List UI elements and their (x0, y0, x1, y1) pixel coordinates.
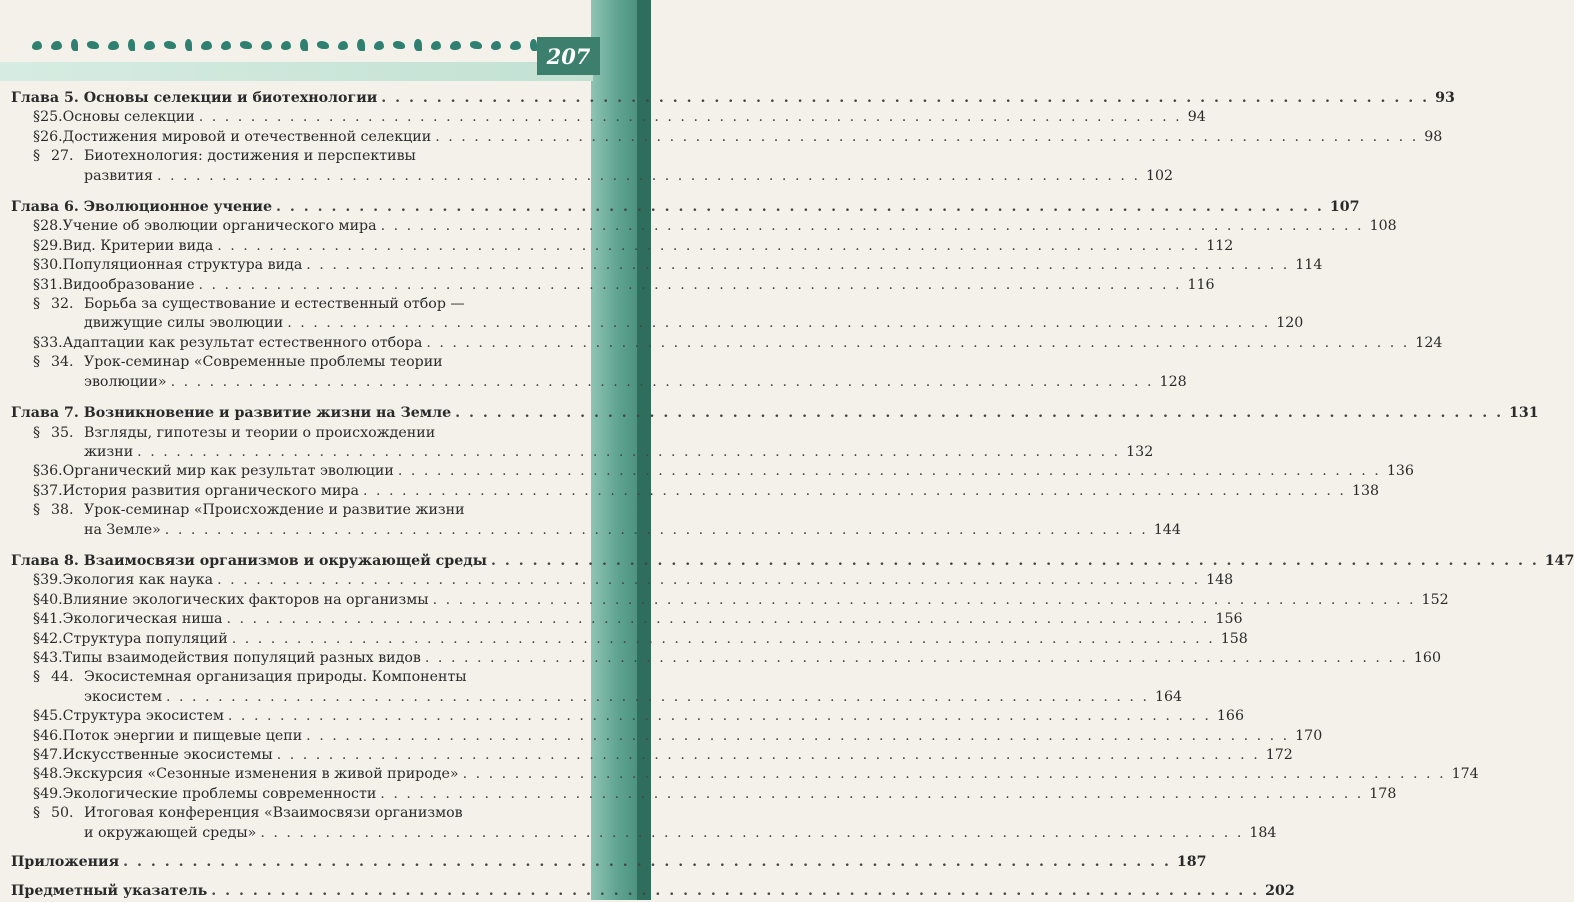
section-entry[interactable] (11, 237, 1234, 256)
entry-page: 172 (1265, 747, 1293, 763)
section-symbol: § (33, 257, 41, 274)
section-number: 34. (51, 354, 74, 371)
dot-leader: . . . . . . . . . . . . . . . . . . . . . . . . . . . . . . . . . . . . . . . . . . . . . . . . . . . . . . . . . . . . . . . . . . . . . . . . . . . . (362, 482, 1346, 499)
index-entry[interactable] (11, 882, 1295, 901)
section-number: 49. (40, 785, 63, 802)
section-entry[interactable] (11, 108, 1206, 127)
entry-page: 102 (1145, 167, 1174, 184)
section-symbol: § (33, 785, 41, 802)
section-number: 48. (40, 766, 63, 783)
section-entry-continued[interactable] (11, 521, 1181, 540)
entry-page: 156 (1215, 611, 1243, 628)
entry-title: Экологические проблемы современности (62, 785, 377, 802)
entry-title: и окружающей среды» (84, 824, 257, 841)
section-symbol: § (33, 591, 41, 608)
section-symbol: § (33, 708, 41, 725)
spacer (11, 540, 581, 552)
entry-page: 152 (1421, 591, 1449, 608)
section-number: 27. (51, 148, 74, 165)
entry-page: 178 (1369, 785, 1397, 802)
section-symbol: § (33, 502, 41, 519)
entry-page: 120 (1276, 315, 1304, 332)
section-number: 25. (40, 109, 63, 126)
section-number: 42. (40, 630, 63, 647)
entry-title: Биотехнология: достижения и перспективы (84, 148, 416, 165)
entry-title: Органический мир как результат эволюции (62, 463, 394, 480)
section-entry[interactable] (11, 295, 581, 314)
dot-leader: . . . . . . . . . . . . . . . . . . . . . . . . . . . . . . . . . . . . . . . . . . . . . . . . . . . . . . . . . . . . . . . . . . . . . . . . . . . . (198, 109, 1182, 126)
entry-page: 132 (1126, 443, 1154, 460)
section-entry[interactable] (11, 785, 1397, 804)
entry-page: 148 (1206, 572, 1234, 589)
entry-page: 114 (1295, 257, 1323, 274)
chapter-title: Глава 5. Основы селекции и биотехнологии (11, 90, 378, 106)
dot-leader: . . . . . . . . . . . . . . . . . . . . . . . . . . . . . . . . . . . . . . . . . . . . . . . . . . . . . . . . . . . . . . . . . . . . . . . . . . . . (137, 443, 1121, 460)
section-entry[interactable] (11, 217, 1397, 236)
entry-title: Искусственные экосистемы (62, 747, 273, 763)
section-entry-continued[interactable] (11, 824, 1277, 843)
entry-title: экосистем (84, 688, 162, 705)
section-entry[interactable] (11, 276, 1215, 295)
index-title: Предметный указатель (11, 883, 208, 900)
section-entry[interactable] (11, 610, 1243, 629)
entry-title: Популяционная структура вида (62, 257, 303, 274)
entry-title: Урок-семинар «Происхождение и развитие жизни (84, 502, 465, 519)
section-entry[interactable] (11, 482, 1380, 501)
section-symbol: § (33, 334, 41, 351)
entry-title: Структура экосистем (62, 708, 224, 725)
chapter-title: Глава 6. Эволюционное учение (11, 199, 272, 216)
section-symbol: § (33, 727, 41, 744)
spacer (11, 186, 581, 198)
section-entry[interactable] (11, 649, 1441, 668)
section-entry[interactable] (11, 746, 1293, 765)
dot-leader: . . . . . . . . . . . . . . . . . . . . . . . . . . . . . . . . . . . . . . . . . . . . . . . . . . . . . . . . . . . . . . . . . . . . . . . . . . . . (381, 90, 1430, 106)
section-number: 37. (40, 482, 63, 499)
animal-frieze-icon (32, 36, 537, 54)
entry-title: Влияние экологических факторов на организмы (62, 591, 429, 608)
section-entry-continued[interactable] (11, 314, 1304, 333)
section-number: 28. (40, 218, 63, 235)
section-entry[interactable] (11, 707, 1244, 726)
entry-page: 93 (1435, 90, 1455, 106)
dot-leader: . . . . . . . . . . . . . . . . . . . . . . . . . . . . . . . . . . . . . . . . . . . . . . . . . . . . . . . . . . . . . . . . . . . . . . . . . . . . (156, 167, 1140, 184)
dot-leader: . . . . . . . . . . . . . . . . . . . . . . . . . . . . . . . . . . . . . . . . . . . . . . . . . . . . . . . . . . . . . . . . . . . . . . . . . . . . (260, 824, 1244, 841)
dot-leader: . . . . . . . . . . . . . . . . . . . . . . . . . . . . . . . . . . . . . . . . . . . . . . . . . . . . . . . . . . . . . . . . . . . . . . . . . . . . (226, 611, 1210, 628)
chapter-entry[interactable] (11, 89, 1455, 108)
dot-leader: . . . . . . . . . . . . . . . . . . . . . . . . . . . . . . . . . . . . . . . . . . . . . . . . . . . . . . . . . . . . . . . . . . . . . . . . . . . . (380, 785, 1364, 802)
entry-page: 124 (1415, 334, 1443, 351)
entry-page: 107 (1329, 199, 1360, 216)
section-symbol: § (33, 296, 41, 313)
section-symbol: § (33, 463, 41, 480)
section-number: 47. (40, 747, 63, 763)
section-entry[interactable] (11, 147, 581, 166)
entry-title: Типы взаимодействия популяций разных видов (62, 649, 421, 666)
section-entry[interactable] (11, 462, 1414, 481)
section-entry[interactable] (11, 765, 1479, 784)
entry-page: 116 (1187, 276, 1215, 293)
spacer (11, 872, 581, 882)
section-number: 38. (51, 502, 74, 519)
entry-page: 202 (1265, 883, 1295, 900)
chapter-title: Глава 8. Взаимосвязи организмов и окружающей среды (11, 552, 487, 569)
section-symbol: § (33, 424, 41, 441)
section-entry[interactable] (11, 424, 581, 443)
section-entry[interactable] (11, 804, 581, 823)
entry-title: Структура популяций (62, 630, 228, 647)
section-entry-continued[interactable] (11, 443, 1154, 462)
dot-leader: . . . . . . . . . . . . . . . . . . . . . . . . . . . . . . . . . . . . . . . . . . . . . . . . . . . . . . . . . . . . . . . . . . . . . . . . . . . . (231, 630, 1215, 647)
section-symbol: § (33, 148, 41, 165)
section-number: 40. (40, 591, 63, 608)
dot-leader: . . . . . . . . . . . . . . . . . . . . . . . . . . . . . . . . . . . . . . . . . . . . . . . . . . . . . . . . . . . . . . . . . . . . . . . . . . . . (397, 463, 1381, 480)
section-symbol: § (33, 128, 41, 145)
entry-page: 128 (1159, 373, 1187, 390)
section-symbol: § (33, 572, 41, 589)
entry-title: Урок-семинар «Современные проблемы теории (84, 354, 443, 371)
section-symbol: § (33, 482, 41, 499)
entry-title: История развития органического мира (62, 482, 359, 499)
entry-title: развития (84, 167, 153, 184)
section-number: 45. (40, 708, 63, 725)
section-number: 35. (51, 424, 74, 441)
dot-leader: . . . . . . . . . . . . . . . . . . . . . . . . . . . . . . . . . . . . . . . . . . . . . . . . . . . . . . . . . . . . . . . . . . . . . . . . . . . . (211, 883, 1260, 900)
entry-page: 94 (1187, 109, 1206, 126)
dot-leader: . . . . . . . . . . . . . . . . . . . . . . . . . . . . . . . . . . . . . . . . . . . . . . . . . . . . . . . . . . . . . . . . . . . . . . . . . . . . (432, 591, 1416, 608)
section-symbol: § (33, 649, 41, 666)
section-symbol: § (33, 276, 41, 293)
dot-leader: . . . . . . . . . . . . . . . . . . . . . . . . . . . . . . . . . . . . . . . . . . . . . . . . . . . . . . . . . . . . . . . . . . . . . . . . . . . . (435, 128, 1419, 145)
section-entry[interactable] (11, 501, 581, 520)
section-entry-continued[interactable] (11, 688, 1183, 707)
header-strip (0, 62, 593, 81)
dot-leader: . . . . . . . . . . . . . . . . . . . . . . . . . . . . . . . . . . . . . . . . . . . . . . . . . . . . . . . . . . . . . . . . . . . . . . . . . . . . (462, 766, 1446, 783)
table-of-contents (11, 89, 1574, 902)
appendix-entry[interactable] (11, 853, 1207, 872)
dot-leader: . . . . . . . . . . . . . . . . . . . . . . . . . . . . . . . . . . . . . . . . . . . . . . . . . . . . . . . . . . . . . . . . . . . . . . . . . . . . (170, 373, 1154, 390)
entry-title: Экология как наука (62, 572, 214, 589)
dot-leader: . . . . . . . . . . . . . . . . . . . . . . . . . . . . . . . . . . . . . . . . . . . . . . . . . . . . . . . . . . . . . . . . . . . . . . . . . . . . (455, 405, 1504, 422)
entry-title: Поток энергии и пищевые цепи (62, 727, 303, 744)
dot-leader: . . . . . . . . . . . . . . . . . . . . . . . . . . . . . . . . . . . . . . . . . . . . . . . . . . . . . . . . . . . . . . . . . . . . . . . . . . . . (306, 727, 1290, 744)
entry-title: жизни (84, 443, 134, 460)
dot-leader: . . . . . . . . . . . . . . . . . . . . . . . . . . . . . . . . . . . . . . . . . . . . . . . . . . . . . . . . . . . . . . . . . . . . . . . . . . . . (123, 854, 1171, 871)
chapter-entry[interactable] (11, 198, 1360, 217)
section-symbol: § (33, 747, 41, 763)
section-entry[interactable] (11, 256, 1323, 275)
dot-leader: . . . . . . . . . . . . . . . . . . . . . . . . . . . . . . . . . . . . . . . . . . . . . . . . . . . . . . . . . . . . . . . . . . . . . . . . . . . . (165, 688, 1149, 705)
section-symbol: § (33, 218, 41, 235)
entry-title: Основы селекции (62, 109, 195, 126)
section-symbol: § (33, 669, 41, 686)
dot-leader: . . . . . . . . . . . . . . . . . . . . . . . . . . . . . . . . . . . . . . . . . . . . . . . . . . . . . . . . . . . . . . . . . . . . . . . . . . . . (198, 276, 1182, 293)
section-number: 44. (51, 669, 74, 686)
section-entry[interactable] (11, 630, 1248, 649)
section-entry[interactable] (11, 353, 581, 372)
entry-page: 112 (1206, 237, 1234, 254)
entry-title: Итоговая конференция «Взаимосвязи организмов (84, 805, 463, 822)
entry-title: Экскурсия «Сезонные изменения в живой природе» (62, 766, 459, 783)
entry-title: движущие силы эволюции (84, 315, 284, 332)
section-entry[interactable] (11, 727, 1323, 746)
section-entry-continued[interactable] (11, 167, 1174, 186)
section-entry[interactable] (11, 591, 1449, 610)
chapter-title: Глава 7. Возникновение и развитие жизни на Земле (11, 405, 452, 422)
entry-page: 136 (1386, 463, 1414, 480)
section-number: 36. (40, 463, 63, 480)
entry-page: 158 (1220, 630, 1248, 647)
dot-leader: . . . . . . . . . . . . . . . . . . . . . . . . . . . . . . . . . . . . . . . . . . . . . . . . . . . . . . . . . . . . . . . . . . . . . . . . . . . . (306, 257, 1290, 274)
dot-leader: . . . . . . . . . . . . . . . . . . . . . . . . . . . . . . . . . . . . . . . . . . . . . . . . . . . . . . . . . . . . . . . . . . . . . . . . . . . . (424, 649, 1408, 666)
section-entry[interactable] (11, 668, 581, 687)
entry-title: Экологическая ниша (62, 611, 223, 628)
section-number: 32. (51, 296, 74, 313)
dot-leader: . . . . . . . . . . . . . . . . . . . . . . . . . . . . . . . . . . . . . . . . . . . . . . . . . . . . . . . . . . . . . . . . . . . . . . . . . . . . (217, 572, 1201, 589)
entry-title: эволюции» (84, 373, 167, 390)
entry-page: 138 (1351, 482, 1380, 499)
entry-title: Борьба за существование и естественный отбор — (84, 296, 465, 313)
dot-leader: . . . . . . . . . . . . . . . . . . . . . . . . . . . . . . . . . . . . . . . . . . . . . . . . . . . . . . . . . . . . . . . . . . . . . . . . . . . . (287, 315, 1271, 332)
appendix-title: Приложения (11, 854, 120, 871)
section-symbol: § (33, 805, 41, 822)
section-number: 30. (40, 257, 63, 274)
entry-title: Вид. Критерии вида (62, 237, 214, 254)
dot-leader: . . . . . . . . . . . . . . . . . . . . . . . . . . . . . . . . . . . . . . . . . . . . . . . . . . . . . . . . . . . . . . . . . . . . . . . . . . . . (276, 747, 1260, 763)
entry-page: 166 (1216, 708, 1244, 725)
section-number: 50. (51, 805, 74, 822)
spacer (11, 843, 581, 853)
entry-page: 147 (1544, 552, 1574, 569)
entry-title: Взгляды, гипотезы и теории о происхождении (84, 424, 436, 441)
entry-title: Видообразование (62, 276, 195, 293)
entry-page: 131 (1509, 405, 1539, 422)
entry-page: 160 (1413, 649, 1441, 666)
entry-page: 170 (1295, 727, 1323, 744)
entry-page: 164 (1154, 688, 1183, 705)
dot-leader: . . . . . . . . . . . . . . . . . . . . . . . . . . . . . . . . . . . . . . . . . . . . . . . . . . . . . . . . . . . . . . . . . . . . . . . . . . . . (426, 334, 1410, 351)
section-number: 46. (40, 727, 63, 744)
entry-title: Экосистемная организация природы. Компоненты (84, 669, 467, 686)
section-entry-continued[interactable] (11, 373, 1187, 392)
entry-page: 144 (1153, 521, 1181, 538)
section-symbol: § (33, 611, 41, 628)
section-number: 41. (40, 611, 63, 628)
dot-leader: . . . . . . . . . . . . . . . . . . . . . . . . . . . . . . . . . . . . . . . . . . . . . . . . . . . . . . . . . . . . . . . . . . . . . . . . . . . . (490, 552, 1539, 569)
entry-page: 174 (1451, 766, 1479, 783)
chapter-entry[interactable] (11, 404, 1539, 423)
section-number: 39. (40, 572, 63, 589)
chapter-entry[interactable] (11, 552, 1574, 571)
entry-page: 108 (1369, 218, 1397, 235)
dot-leader: . . . . . . . . . . . . . . . . . . . . . . . . . . . . . . . . . . . . . . . . . . . . . . . . . . . . . . . . . . . . . . . . . . . . . . . . . . . . (275, 199, 1324, 216)
section-symbol: § (33, 630, 41, 647)
dot-leader: . . . . . . . . . . . . . . . . . . . . . . . . . . . . . . . . . . . . . . . . . . . . . . . . . . . . . . . . . . . . . . . . . . . . . . . . . . . . (217, 237, 1201, 254)
spacer (11, 392, 581, 404)
section-number: 29. (40, 237, 63, 254)
entry-title: Адаптации как результат естественного отбора (62, 334, 423, 351)
entry-title: Достижения мировой и отечественной селекции (62, 128, 432, 145)
section-number: 31. (40, 276, 63, 293)
entry-title: на Земле» (84, 521, 161, 538)
entry-title: Учение об эволюции органического мира (62, 218, 377, 235)
entry-page: 98 (1424, 128, 1443, 145)
section-number: 43. (40, 649, 63, 666)
section-entry[interactable] (11, 334, 1443, 353)
section-symbol: § (33, 237, 41, 254)
section-entry[interactable] (11, 571, 1234, 590)
section-symbol: § (33, 766, 41, 783)
dot-leader: . . . . . . . . . . . . . . . . . . . . . . . . . . . . . . . . . . . . . . . . . . . . . . . . . . . . . . . . . . . . . . . . . . . . . . . . . . . . (164, 521, 1148, 538)
section-number: 26. (40, 128, 63, 145)
section-symbol: § (33, 109, 41, 126)
section-symbol: § (33, 354, 41, 371)
dot-leader: . . . . . . . . . . . . . . . . . . . . . . . . . . . . . . . . . . . . . . . . . . . . . . . . . . . . . . . . . . . . . . . . . . . . . . . . . . . . (380, 218, 1364, 235)
dot-leader: . . . . . . . . . . . . . . . . . . . . . . . . . . . . . . . . . . . . . . . . . . . . . . . . . . . . . . . . . . . . . . . . . . . . . . . . . . . . (227, 708, 1211, 725)
section-entry[interactable] (11, 128, 1443, 147)
entry-page: 187 (1176, 854, 1207, 871)
page-number: 207 (537, 37, 600, 75)
section-number: 33. (40, 334, 63, 351)
entry-page: 184 (1249, 824, 1277, 841)
